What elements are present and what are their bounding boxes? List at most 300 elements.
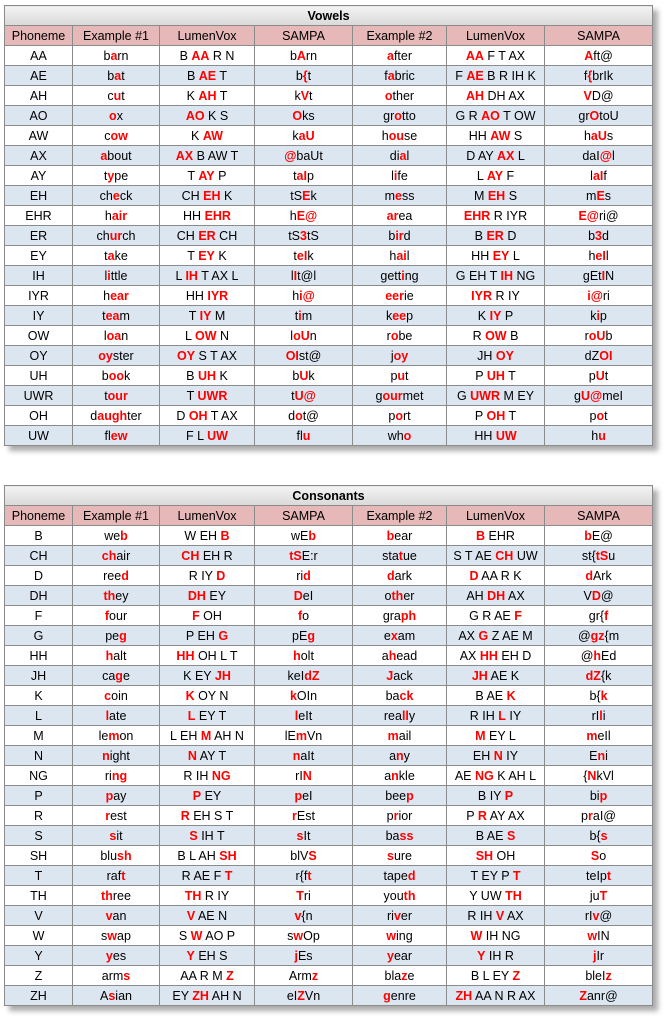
highlighted-segment: o bbox=[295, 408, 303, 423]
table-row bbox=[5, 626, 653, 646]
consonants-body bbox=[5, 506, 653, 1006]
phoneme-cell: EH bbox=[5, 186, 73, 206]
column-header: Phoneme bbox=[5, 506, 73, 526]
lumenvox1-cell: CH EH K bbox=[160, 186, 255, 206]
highlighted-segment: g bbox=[119, 628, 127, 643]
lumenvox2-cell: AX G Z AE M bbox=[447, 626, 545, 646]
lumenvox1-cell: K OY N bbox=[160, 686, 255, 706]
example1-cell: flew bbox=[73, 426, 160, 446]
highlighted-segment: i@ bbox=[299, 288, 315, 303]
lumenvox1-cell: K EY JH bbox=[160, 666, 255, 686]
lumenvox2-cell: R IH V AX bbox=[447, 906, 545, 926]
sampa1-cell: Tri bbox=[255, 886, 353, 906]
lumenvox1-cell: T IY M bbox=[160, 306, 255, 326]
table-row bbox=[5, 706, 653, 726]
highlighted-segment: ir bbox=[395, 228, 404, 243]
highlighted-segment: z bbox=[311, 968, 319, 983]
highlighted-segment: F bbox=[192, 608, 200, 623]
highlighted-segment: ear bbox=[110, 288, 129, 303]
phoneme-cell: UH bbox=[5, 366, 73, 386]
highlighted-segment: n bbox=[292, 748, 301, 763]
highlighted-segment: h bbox=[105, 648, 114, 663]
lumenvox2-cell: M EY L bbox=[447, 726, 545, 746]
highlighted-segment: ER bbox=[486, 228, 504, 243]
highlighted-segment: IH bbox=[185, 268, 198, 283]
sampa1-cell: fo bbox=[255, 606, 353, 626]
example2-cell: life bbox=[353, 166, 447, 186]
highlighted-segment: I bbox=[293, 268, 298, 283]
highlighted-segment: a bbox=[110, 48, 118, 63]
highlighted-segment: AE bbox=[466, 68, 484, 83]
sampa1-cell: bArn bbox=[255, 46, 353, 66]
example2-cell: grotto bbox=[353, 106, 447, 126]
example1-cell: cage bbox=[73, 666, 160, 686]
highlighted-segment: N bbox=[187, 748, 197, 763]
highlighted-segment: i bbox=[393, 168, 398, 183]
highlighted-segment: JH bbox=[214, 668, 231, 683]
example1-cell: oyster bbox=[73, 346, 160, 366]
highlighted-segment: { bbox=[587, 68, 593, 83]
lumenvox1-cell: R EH S T bbox=[160, 806, 255, 826]
highlighted-segment: eI bbox=[296, 248, 308, 263]
sampa1-cell: peI bbox=[255, 786, 353, 806]
sampa2-cell: pot bbox=[545, 406, 653, 426]
highlighted-segment: a bbox=[107, 248, 115, 263]
sampa1-cell: @baUt bbox=[255, 146, 353, 166]
highlighted-segment: v bbox=[105, 908, 113, 923]
sampa1-cell: tU@ bbox=[255, 386, 353, 406]
highlighted-segment: eI bbox=[595, 248, 606, 263]
table-row bbox=[5, 226, 653, 246]
example2-cell: keep bbox=[353, 306, 447, 326]
sampa2-cell: @gz{m bbox=[545, 626, 653, 646]
example2-cell: port bbox=[353, 406, 447, 426]
sampa1-cell: blVS bbox=[255, 846, 353, 866]
highlighted-segment: ur bbox=[109, 228, 123, 243]
highlighted-segment: u bbox=[302, 428, 311, 443]
lumenvox1-cell: K AH T bbox=[160, 86, 255, 106]
table-row bbox=[5, 906, 653, 926]
table-row bbox=[5, 386, 653, 406]
sampa1-cell: rEst bbox=[255, 806, 353, 826]
column-header: LumenVox bbox=[160, 506, 255, 526]
example1-cell: loan bbox=[73, 326, 160, 346]
table-row bbox=[5, 126, 653, 146]
column-header: SAMPA bbox=[255, 506, 353, 526]
highlighted-segment: z bbox=[605, 968, 612, 983]
highlighted-segment: s bbox=[296, 828, 304, 843]
example2-cell: dial bbox=[353, 146, 447, 166]
highlighted-segment: AO bbox=[185, 108, 205, 123]
highlighted-segment: d bbox=[121, 568, 129, 583]
highlighted-segment: n bbox=[597, 748, 606, 763]
phoneme-cell: G bbox=[5, 626, 73, 646]
table-row bbox=[5, 866, 653, 886]
highlighted-segment: I bbox=[601, 268, 606, 283]
sampa1-cell: rid bbox=[255, 566, 353, 586]
example2-cell: beep bbox=[353, 786, 447, 806]
phoneme-cell: AA bbox=[5, 46, 73, 66]
highlighted-segment: TH bbox=[505, 888, 522, 903]
highlighted-segment: f bbox=[604, 608, 609, 623]
lumenvox2-cell: JH OY bbox=[447, 346, 545, 366]
lumenvox1-cell: T AY P bbox=[160, 166, 255, 186]
sampa1-cell: eIZVn bbox=[255, 986, 353, 1006]
highlighted-segment: OI bbox=[285, 348, 299, 363]
highlighted-segment: 3 bbox=[300, 228, 307, 243]
highlighted-segment: oo bbox=[108, 368, 124, 383]
highlighted-segment: t bbox=[121, 868, 126, 883]
lumenvox2-cell: F AE B R IH K bbox=[447, 66, 545, 86]
lumenvox2-cell: AH DH AX bbox=[447, 86, 545, 106]
lumenvox2-cell: HH UW bbox=[447, 426, 545, 446]
highlighted-segment: p bbox=[294, 788, 303, 803]
highlighted-segment: F bbox=[514, 608, 522, 623]
phoneme-cell: K bbox=[5, 686, 73, 706]
phoneme-cell: F bbox=[5, 606, 73, 626]
highlighted-segment: EH bbox=[487, 188, 506, 203]
highlighted-segment: aU bbox=[590, 128, 607, 143]
column-header: Example #2 bbox=[353, 506, 447, 526]
example2-cell: genre bbox=[353, 986, 447, 1006]
highlighted-segment: i@ bbox=[587, 288, 603, 303]
highlighted-segment: u bbox=[598, 428, 606, 443]
lumenvox2-cell: Y IH R bbox=[447, 946, 545, 966]
highlighted-segment: AO bbox=[481, 108, 500, 123]
sampa2-cell: haUs bbox=[545, 126, 653, 146]
phoneme-cell: OH bbox=[5, 406, 73, 426]
highlighted-segment: d bbox=[407, 868, 416, 883]
lumenvox1-cell: EY ZH AH N bbox=[160, 986, 255, 1006]
lumenvox1-cell: B AA R N bbox=[160, 46, 255, 66]
lumenvox1-cell: N AY T bbox=[160, 746, 255, 766]
lumenvox2-cell: T EY P T bbox=[447, 866, 545, 886]
table-row bbox=[5, 366, 653, 386]
sampa1-cell: keIdZ bbox=[255, 666, 353, 686]
highlighted-segment: R bbox=[180, 808, 190, 823]
highlighted-segment: x bbox=[390, 628, 398, 643]
phoneme-cell: AX bbox=[5, 146, 73, 166]
example1-cell: arms bbox=[73, 966, 160, 986]
example1-cell: hear bbox=[73, 286, 160, 306]
highlighted-segment: UW bbox=[207, 428, 228, 443]
highlighted-segment: r bbox=[105, 808, 111, 823]
example1-cell: bat bbox=[73, 66, 160, 86]
highlighted-segment: V bbox=[186, 908, 196, 923]
lumenvox2-cell: M EH S bbox=[447, 186, 545, 206]
example1-cell: peg bbox=[73, 626, 160, 646]
lumenvox1-cell: R IH NG bbox=[160, 766, 255, 786]
sampa2-cell: dZ{k bbox=[545, 666, 653, 686]
sampa2-cell: gU@meI bbox=[545, 386, 653, 406]
example1-cell: tour bbox=[73, 386, 160, 406]
highlighted-segment: y bbox=[105, 948, 113, 963]
example1-cell: rest bbox=[73, 806, 160, 826]
highlighted-segment: N bbox=[493, 748, 503, 763]
highlighted-segment: s bbox=[108, 988, 116, 1003]
lumenvox2-cell: Y UW TH bbox=[447, 886, 545, 906]
lumenvox1-cell: T UWR bbox=[160, 386, 255, 406]
highlighted-segment: NG bbox=[211, 768, 231, 783]
highlighted-segment: AA bbox=[465, 48, 484, 63]
highlighted-segment: ck bbox=[399, 688, 414, 703]
example1-cell: book bbox=[73, 366, 160, 386]
highlighted-segment: AW bbox=[202, 128, 223, 143]
example1-cell: chair bbox=[73, 546, 160, 566]
lumenvox1-cell: HH IYR bbox=[160, 286, 255, 306]
table-row bbox=[5, 546, 653, 566]
phoneme-cell: AY bbox=[5, 166, 73, 186]
sampa1-cell: hi@ bbox=[255, 286, 353, 306]
highlighted-segment: SH bbox=[475, 848, 494, 863]
highlighted-segment: M bbox=[475, 728, 486, 743]
highlighted-segment: g bbox=[307, 628, 315, 643]
highlighted-segment: E bbox=[302, 188, 311, 203]
phoneme-cell: UWR bbox=[5, 386, 73, 406]
highlighted-segment: AA bbox=[191, 48, 210, 63]
sampa1-cell: rIN bbox=[255, 766, 353, 786]
phoneme-cell: CH bbox=[5, 546, 73, 566]
column-header: LumenVox bbox=[447, 506, 545, 526]
highlighted-segment: tS bbox=[595, 548, 609, 563]
highlighted-segment: oy bbox=[98, 348, 113, 363]
sampa2-cell: meIl bbox=[545, 726, 653, 746]
highlighted-segment: U@ bbox=[580, 388, 603, 403]
phoneme-cell: Y bbox=[5, 946, 73, 966]
phoneme-cell: Z bbox=[5, 966, 73, 986]
sampa1-cell: kaU bbox=[255, 126, 353, 146]
example1-cell: take bbox=[73, 246, 160, 266]
highlighted-segment: n bbox=[396, 748, 404, 763]
example2-cell: gourmet bbox=[353, 386, 447, 406]
highlighted-segment: AW bbox=[490, 128, 511, 143]
highlighted-segment: l bbox=[599, 708, 603, 723]
lumenvox1-cell: HH OH L T bbox=[160, 646, 255, 666]
highlighted-segment: n bbox=[391, 768, 399, 783]
sampa2-cell: rIli bbox=[545, 706, 653, 726]
highlighted-segment: y bbox=[107, 168, 115, 183]
lumenvox2-cell: R IH L IY bbox=[447, 706, 545, 726]
highlighted-segment: O bbox=[589, 108, 600, 123]
highlighted-segment: S bbox=[590, 848, 600, 863]
highlighted-segment: k bbox=[600, 688, 608, 703]
example2-cell: any bbox=[353, 746, 447, 766]
lumenvox2-cell: P UH T bbox=[447, 366, 545, 386]
sampa2-cell: E@ri@ bbox=[545, 206, 653, 226]
table-row bbox=[5, 406, 653, 426]
highlighted-segment: SH bbox=[219, 848, 237, 863]
lumenvox2-cell: G R AE F bbox=[447, 606, 545, 626]
table-row bbox=[5, 206, 653, 226]
highlighted-segment: DH bbox=[487, 588, 506, 603]
example1-cell: Asian bbox=[73, 986, 160, 1006]
highlighted-segment: w bbox=[386, 928, 397, 943]
highlighted-segment: p bbox=[599, 788, 608, 803]
highlighted-segment: ee bbox=[392, 308, 407, 323]
highlighted-segment: k bbox=[289, 688, 297, 703]
example2-cell: joy bbox=[353, 346, 447, 366]
highlighted-segment: AY bbox=[198, 168, 215, 183]
column-header: Example #1 bbox=[73, 26, 160, 46]
example2-cell: mail bbox=[353, 726, 447, 746]
highlighted-segment: ai bbox=[396, 248, 407, 263]
sampa1-cell: tim bbox=[255, 306, 353, 326]
highlighted-segment: d bbox=[303, 568, 311, 583]
phoneme-cell: N bbox=[5, 746, 73, 766]
highlighted-segment: E@ bbox=[296, 208, 318, 223]
example1-cell: barn bbox=[73, 46, 160, 66]
highlighted-segment: D bbox=[216, 568, 226, 583]
highlighted-segment: n bbox=[102, 748, 110, 763]
highlighted-segment: AE bbox=[198, 68, 217, 83]
sampa1-cell: DeI bbox=[255, 586, 353, 606]
highlighted-segment: OY bbox=[177, 348, 196, 363]
highlighted-segment: sh bbox=[117, 848, 132, 863]
sampa2-cell: Zanr@ bbox=[545, 986, 653, 1006]
highlighted-segment: th bbox=[391, 588, 404, 603]
vowels-body bbox=[5, 26, 653, 446]
highlighted-segment: Z bbox=[226, 968, 234, 983]
highlighted-segment: UW bbox=[495, 428, 517, 443]
sampa1-cell: Armz bbox=[255, 966, 353, 986]
highlighted-segment: B bbox=[220, 528, 230, 543]
example2-cell: bear bbox=[353, 526, 447, 546]
example2-cell: blaze bbox=[353, 966, 447, 986]
highlighted-segment: w bbox=[107, 928, 118, 943]
sampa1-cell: teIk bbox=[255, 246, 353, 266]
example2-cell: exam bbox=[353, 626, 447, 646]
highlighted-segment: S bbox=[308, 848, 317, 863]
highlighted-segment: AH bbox=[198, 88, 217, 103]
table-row bbox=[5, 286, 653, 306]
highlighted-segment: m bbox=[108, 728, 120, 743]
example2-cell: statue bbox=[353, 546, 447, 566]
highlighted-segment: a bbox=[399, 148, 407, 163]
highlighted-segment: oa bbox=[106, 328, 122, 343]
phoneme-cell: AW bbox=[5, 126, 73, 146]
highlighted-segment: w bbox=[293, 928, 304, 943]
phoneme-cell: V bbox=[5, 906, 73, 926]
highlighted-segment: o bbox=[403, 428, 412, 443]
highlighted-segment: e bbox=[112, 188, 120, 203]
sampa1-cell: naIt bbox=[255, 746, 353, 766]
sampa2-cell: b{s bbox=[545, 826, 653, 846]
lumenvox1-cell: Y EH S bbox=[160, 946, 255, 966]
sampa2-cell: juT bbox=[545, 886, 653, 906]
highlighted-segment: E@ bbox=[578, 208, 599, 223]
lumenvox1-cell: R AE F T bbox=[160, 866, 255, 886]
example1-cell: halt bbox=[73, 646, 160, 666]
lumenvox2-cell: W IH NG bbox=[447, 926, 545, 946]
lumenvox1-cell: V AE N bbox=[160, 906, 255, 926]
highlighted-segment: o bbox=[390, 328, 399, 343]
highlighted-segment: y bbox=[386, 948, 394, 963]
highlighted-segment: f bbox=[297, 608, 303, 623]
example2-cell: after bbox=[353, 46, 447, 66]
phoneme-cell: T bbox=[5, 866, 73, 886]
highlighted-segment: oU bbox=[588, 328, 606, 343]
example2-cell: other bbox=[353, 86, 447, 106]
sampa1-cell: flu bbox=[255, 426, 353, 446]
lumenvox2-cell: G EH T IH NG bbox=[447, 266, 545, 286]
sampa1-cell: b{t bbox=[255, 66, 353, 86]
sampa1-cell: lEmVn bbox=[255, 726, 353, 746]
sampa2-cell: roUb bbox=[545, 326, 653, 346]
highlighted-segment: OH bbox=[188, 408, 208, 423]
table-row bbox=[5, 66, 653, 86]
phoneme-cell: B bbox=[5, 526, 73, 546]
highlighted-segment: EY bbox=[492, 248, 510, 263]
highlighted-segment: aU bbox=[298, 128, 315, 143]
sampa2-cell: i@ri bbox=[545, 286, 653, 306]
highlighted-segment: ng bbox=[111, 768, 128, 783]
highlighted-segment: gz bbox=[590, 628, 605, 643]
sampa2-cell: {NkVl bbox=[545, 766, 653, 786]
column-header: SAMPA bbox=[545, 26, 653, 46]
example2-cell: fabric bbox=[353, 66, 447, 86]
sampa1-cell: bUk bbox=[255, 366, 353, 386]
highlighted-segment: CH bbox=[495, 548, 514, 563]
example2-cell: mess bbox=[353, 186, 447, 206]
highlighted-segment: UWR bbox=[197, 388, 228, 403]
highlighted-segment: ZH bbox=[192, 988, 209, 1003]
highlighted-segment: eer bbox=[385, 288, 405, 303]
phoneme-cell: UW bbox=[5, 426, 73, 446]
example1-cell: sit bbox=[73, 826, 160, 846]
table-row bbox=[5, 586, 653, 606]
sampa2-cell: f{brIk bbox=[545, 66, 653, 86]
sampa2-cell: b3d bbox=[545, 226, 653, 246]
table-row bbox=[5, 806, 653, 826]
example1-cell: check bbox=[73, 186, 160, 206]
lumenvox2-cell: EH N IY bbox=[447, 746, 545, 766]
sampa1-cell: dot@ bbox=[255, 406, 353, 426]
highlighted-segment: Z bbox=[297, 988, 305, 1003]
highlighted-segment: ER bbox=[198, 228, 216, 243]
example1-cell: blush bbox=[73, 846, 160, 866]
highlighted-segment: a bbox=[387, 68, 395, 83]
phoneme-cell: R bbox=[5, 806, 73, 826]
highlighted-segment: G bbox=[478, 628, 489, 643]
sampa2-cell: praI@ bbox=[545, 806, 653, 826]
example2-cell: graph bbox=[353, 606, 447, 626]
highlighted-segment: r bbox=[393, 808, 399, 823]
example1-cell: cow bbox=[73, 126, 160, 146]
lumenvox1-cell: L EY T bbox=[160, 706, 255, 726]
sampa2-cell: dZOI bbox=[545, 346, 653, 366]
highlighted-segment: j bbox=[592, 948, 597, 963]
column-header: SAMPA bbox=[545, 506, 653, 526]
highlighted-segment: h bbox=[593, 648, 602, 663]
phoneme-cell: IH bbox=[5, 266, 73, 286]
highlighted-segment: EY bbox=[198, 248, 215, 263]
highlighted-segment: o bbox=[109, 108, 117, 123]
highlighted-segment: JH bbox=[471, 668, 488, 683]
highlighted-segment: r bbox=[292, 808, 297, 823]
highlighted-segment: ph bbox=[400, 608, 417, 623]
sampa1-cell: tS3tS bbox=[255, 226, 353, 246]
highlighted-segment: B bbox=[476, 528, 486, 543]
sampa1-cell: jEs bbox=[255, 946, 353, 966]
highlighted-segment: HH bbox=[479, 648, 498, 663]
highlighted-segment: OW bbox=[194, 328, 217, 343]
sampa2-cell: bip bbox=[545, 786, 653, 806]
highlighted-segment: EH bbox=[203, 188, 221, 203]
highlighted-segment: aI bbox=[296, 168, 307, 183]
highlighted-segment: AY bbox=[486, 168, 504, 183]
sampa1-cell: v{n bbox=[255, 906, 353, 926]
highlighted-segment: EHR bbox=[463, 208, 491, 223]
